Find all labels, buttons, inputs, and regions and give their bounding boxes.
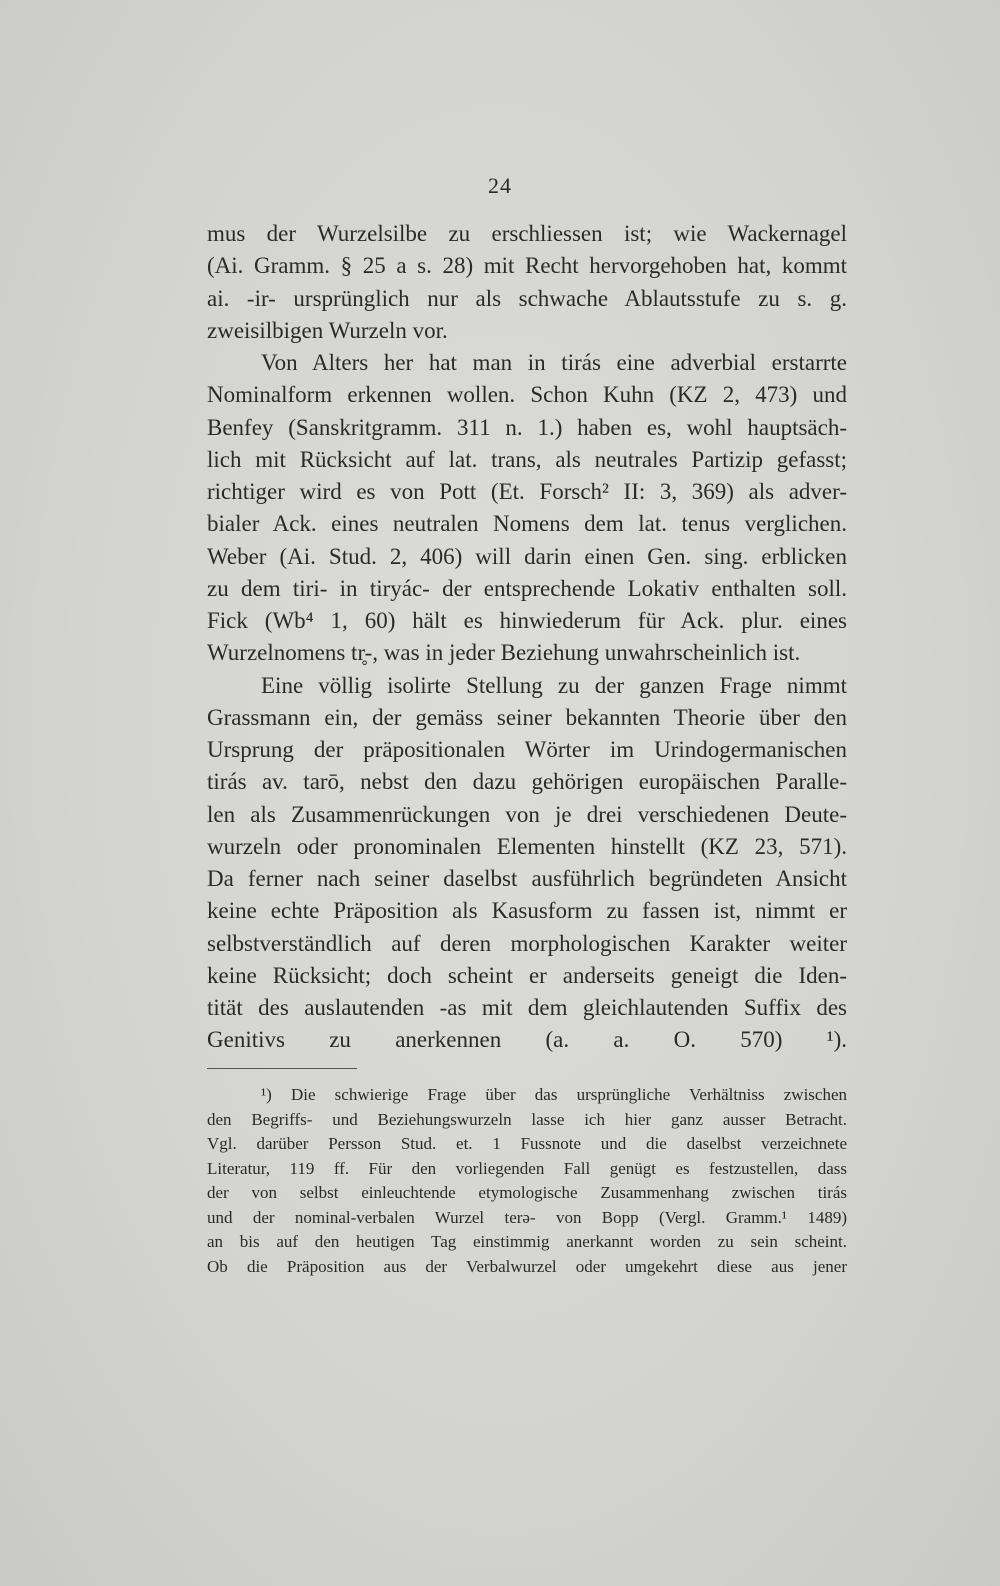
footnote-line: Literatur, 119 ff. Für den vorliegenden Fall genügt es festzustellen, dass <box>207 1158 847 1178</box>
text-line: bialer Ack. eines neutralen Nomens dem lat. tenus verglichen. <box>207 511 847 537</box>
text-line: Eine völlig isolirte Stellung zu der ganzen Frage nimmt <box>261 672 847 698</box>
footnote-divider <box>207 1068 357 1069</box>
text-line: ai. -ir- ursprünglich nur als schwache Ablautsstufe zu s. g. <box>207 285 847 311</box>
text-line: zu dem tiri- in tiryác- der entsprechende Lokativ enthalten soll. <box>207 575 847 601</box>
text-line: Genitivs zu anerkennen (a. a. O. 570) ¹). <box>207 1027 847 1053</box>
footnote-line: an bis auf den heutigen Tag einstimmig anerkannt worden zu sein scheint. <box>207 1232 847 1251</box>
main-text <box>207 218 847 1089</box>
text-line: Wurzelnomens tr̥-, was in jeder Beziehung unwahrscheinlich ist. <box>207 640 801 666</box>
text-line: wurzeln oder pronominalen Elementen hinstellt (KZ 23, 571). <box>207 833 847 859</box>
footnote-line: ¹) Die schwierige Frage über das ursprüngliche Verhältniss zwischen <box>261 1085 847 1104</box>
text-line: keine echte Präposition als Kasusform zu fassen ist, nimmt er <box>207 898 847 924</box>
footnote-line: den Begriffs- und Beziehungswurzeln lasse ich hier ganz ausser Betracht. <box>207 1109 847 1129</box>
footnote-line: Ob die Präposition aus der Verbalwurzel oder umgekehrt diese aus jener <box>207 1256 847 1276</box>
page-number: 24 <box>488 173 512 198</box>
text-line: Ursprung der präpositionalen Wörter im Urindogermanischen <box>207 737 847 762</box>
text-line: (Ai. Gramm. § 25 a s. 28) mit Recht hervorgehoben hat, kommt <box>207 253 847 279</box>
text-line: selbstverständlich auf deren morphologischen Karakter weiter <box>207 930 847 956</box>
text-line: tität des auslautenden -as mit dem gleichlautenden Suffix des <box>207 995 847 1020</box>
text-line: Fick (Wb⁴ 1, 60) hält es hinwiederum für Ack. plur. eines <box>207 608 847 633</box>
text-line: Benfey (Sanskritgramm. 311 n. 1.) haben es, wohl hauptsäch- <box>207 414 847 440</box>
text-line: keine Rücksicht; doch scheint er anderseits geneigt die Iden- <box>207 962 847 988</box>
text-line: Da ferner nach seiner daselbst ausführlich begründeten Ansicht <box>207 866 847 891</box>
text-line: lich mit Rücksicht auf lat. trans, als neutrales Partizip gefasst; <box>207 446 847 472</box>
text-line: Von Alters her hat man in tirás eine adverbial erstarrte <box>261 350 847 375</box>
text-line: mus der Wurzelsilbe zu erschliessen ist; wie Wackernagel <box>207 221 847 246</box>
text-line: richtiger wird es von Pott (Et. Forsch² II: 3, 369) als adver- <box>207 479 847 504</box>
footnote-line: und der nominal-verbalen Wurzel terə- von Bopp (Vergl. Gramm.¹ 1489) <box>207 1207 847 1227</box>
text-line: len als Zusammenrückungen von je drei verschiedenen Deute- <box>207 801 847 827</box>
text-line: zweisilbigen Wurzeln vor. <box>207 317 448 343</box>
footnote-line: Vgl. darüber Persson Stud. et. 1 Fussnote und die daselbst verzeichnete <box>207 1134 847 1153</box>
footnote-line: der von selbst einleuchtende etymologische Zusammenhang zwischen tirás <box>207 1183 847 1202</box>
text-line: Grassmann ein, der gemäss seiner bekannten Theorie über den <box>207 704 847 730</box>
text-line: Weber (Ai. Stud. 2, 406) will darin einen Gen. sing. erblicken <box>207 543 847 569</box>
text-line: Nominalform erkennen wollen. Schon Kuhn (KZ 2, 473) und <box>207 382 847 408</box>
footnote <box>207 1083 847 1279</box>
text-line: tirás av. tarō, nebst den dazu gehörigen europäischen Paralle- <box>207 769 847 795</box>
